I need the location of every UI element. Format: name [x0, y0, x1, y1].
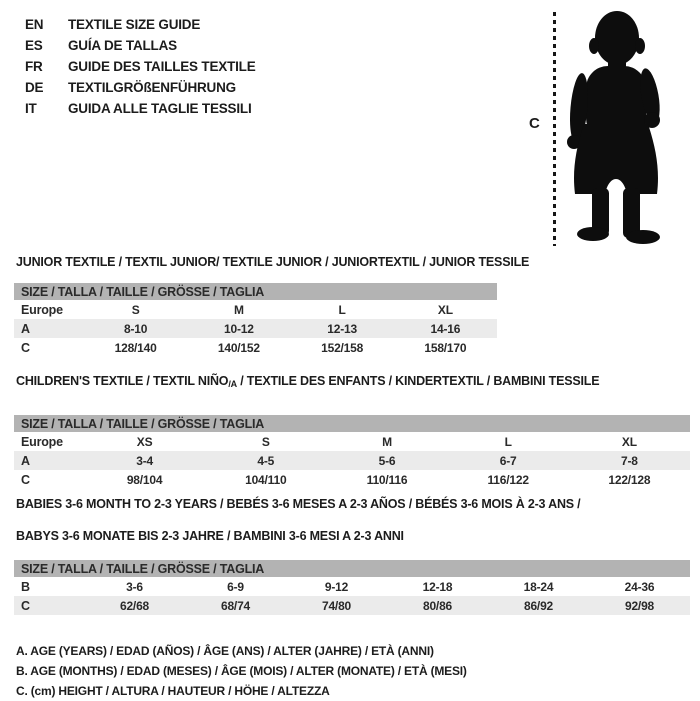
size-cell: 122/128: [608, 472, 651, 487]
language-row: [25, 98, 256, 119]
size-cell: L: [504, 434, 512, 449]
table-title-text: BABYS 3-6 MONATE BIS 2-3 JAHRE / BAMBINI 3-6 MESI A 2-3 ANNI: [16, 529, 404, 543]
size-cell: 3-6: [126, 579, 143, 594]
table-title: [16, 496, 690, 513]
row-label: C: [21, 472, 30, 487]
table-row: [14, 338, 497, 357]
size-header-row: [14, 560, 690, 577]
size-cell: 6-7: [499, 453, 517, 468]
size-table-babies: [14, 496, 690, 615]
table-title-text: / TEXTILE DES ENFANTS / KINDERTEXTIL / BAMBINI TESSILE: [236, 374, 600, 388]
row-label: Europe: [21, 302, 63, 317]
size-cell: S: [261, 434, 270, 449]
row-label: B: [21, 579, 30, 594]
row-label: Europe: [21, 434, 63, 449]
size-cell: 5-6: [378, 453, 396, 468]
size-cell: 92/98: [624, 598, 655, 613]
language-code: DE: [25, 80, 44, 95]
table-row: [14, 300, 497, 319]
table-row: [14, 432, 690, 451]
size-cell: M: [233, 302, 244, 317]
height-measure-label: C: [529, 115, 540, 132]
size-cell: 152/158: [321, 340, 364, 355]
size-table-grid: [14, 283, 497, 357]
size-cell: 24-36: [624, 579, 655, 594]
size-cell: 3-4: [136, 453, 153, 468]
size-cell: S: [131, 302, 140, 317]
size-cell: 8-10: [124, 321, 148, 336]
size-cell: XS: [136, 434, 153, 449]
size-cell: 128/140: [114, 340, 157, 355]
size-header-band: SIZE / TALLA / TAILLE / GRÖSSE / TAGLIA: [14, 283, 497, 300]
language-row: [25, 56, 256, 77]
size-cell: 12-18: [422, 579, 453, 594]
table-title: [16, 255, 690, 270]
language-code: IT: [25, 101, 37, 116]
height-measure-dashed-line: [553, 12, 556, 246]
size-header-row: [14, 415, 690, 432]
language-code: ES: [25, 38, 43, 53]
size-header-row: [14, 283, 497, 300]
size-cell: 86/92: [523, 598, 554, 613]
size-table-grid: [14, 560, 690, 615]
language-label: TEXTILE SIZE GUIDE: [68, 17, 201, 32]
size-cell: 80/86: [422, 598, 453, 613]
size-tables-section: [14, 255, 690, 615]
size-cell: 18-24: [523, 579, 554, 594]
language-label: GUIDE DES TAILLES TEXTILE: [68, 59, 256, 74]
table-row: [14, 596, 690, 615]
child-figure-area: [520, 0, 700, 250]
language-row: [25, 14, 256, 35]
table-row: [14, 577, 690, 596]
language-list: [25, 14, 256, 119]
size-header-band: SIZE / TALLA / TAILLE / GRÖSSE / TAGLIA: [14, 560, 690, 577]
size-cell: 140/152: [217, 340, 260, 355]
size-header-band: SIZE / TALLA / TAILLE / GRÖSSE / TAGLIA: [14, 415, 690, 432]
size-cell: 74/80: [321, 598, 352, 613]
row-label: A: [21, 453, 30, 468]
table-title-text: BABIES 3-6 MONTH TO 2-3 YEARS / BEBÉS 3-6 MESES A 2-3 AÑOS / BÉBÉS 3-6 MOIS À 2-3 ANS /: [16, 497, 581, 511]
language-row: [25, 35, 256, 56]
row-label: C: [21, 340, 30, 355]
language-row: [25, 77, 256, 98]
size-cell: 158/170: [424, 340, 467, 355]
size-cell: 104/110: [245, 472, 287, 487]
size-table-children: [14, 374, 690, 489]
size-cell: 9-12: [324, 579, 349, 594]
child-silhouette-icon: [566, 8, 666, 246]
table-title: [16, 374, 690, 392]
size-cell: 4-5: [257, 453, 275, 468]
table-title-text: /A: [228, 379, 237, 389]
size-cell: 12-13: [327, 321, 357, 336]
size-cell: 116/122: [487, 472, 529, 487]
size-cell: 10-12: [224, 321, 254, 336]
table-row: [14, 470, 690, 489]
size-cell: 98/104: [126, 472, 163, 487]
size-cell: M: [382, 434, 392, 449]
footnote: B. AGE (MONTHS) / EDAD (MESES) / ÂGE (MOIS) / ALTER (MONATE) / ETÀ (MESI): [16, 664, 467, 678]
size-cell: 68/74: [220, 598, 251, 613]
size-cell: 110/116: [366, 472, 408, 487]
footnote: A. AGE (YEARS) / EDAD (AÑOS) / ÂGE (ANS) / ALTER (JAHRE) / ETÀ (ANNI): [16, 644, 434, 658]
size-cell: L: [338, 302, 346, 317]
language-label: GUIDA ALLE TAGLIE TESSILI: [68, 101, 252, 116]
row-label: C: [21, 598, 30, 613]
size-table-grid: [14, 415, 690, 489]
table-title-text: JUNIOR TEXTILE / TEXTIL JUNIOR/ TEXTILE JUNIOR / JUNIORTEXTIL / JUNIOR TESSILE: [16, 255, 530, 269]
table-row: [14, 451, 690, 470]
guide-header: [0, 0, 700, 250]
size-cell: 7-8: [621, 453, 638, 468]
language-label: TEXTILGRÖßENFÜHRUNG: [68, 80, 236, 95]
size-cell: XL: [437, 302, 453, 317]
language-label: GUÍA DE TALLAS: [68, 38, 177, 53]
size-cell: XL: [621, 434, 637, 449]
footnotes-section: [16, 641, 700, 701]
size-cell: 62/68: [119, 598, 150, 613]
size-table-junior: [14, 255, 690, 357]
language-code: EN: [25, 17, 44, 32]
language-code: FR: [25, 59, 43, 74]
table-title-text: CHILDREN'S TEXTILE / TEXTIL NIÑO: [16, 374, 229, 388]
table-row: [14, 319, 497, 338]
size-cell: 6-9: [227, 579, 244, 594]
footnote: C. (cm) HEIGHT / ALTURA / HAUTEUR / HÖHE / ALTEZZA: [16, 684, 330, 698]
table-title: [16, 528, 690, 545]
row-label: A: [21, 321, 30, 336]
size-cell: 14-16: [430, 321, 461, 336]
